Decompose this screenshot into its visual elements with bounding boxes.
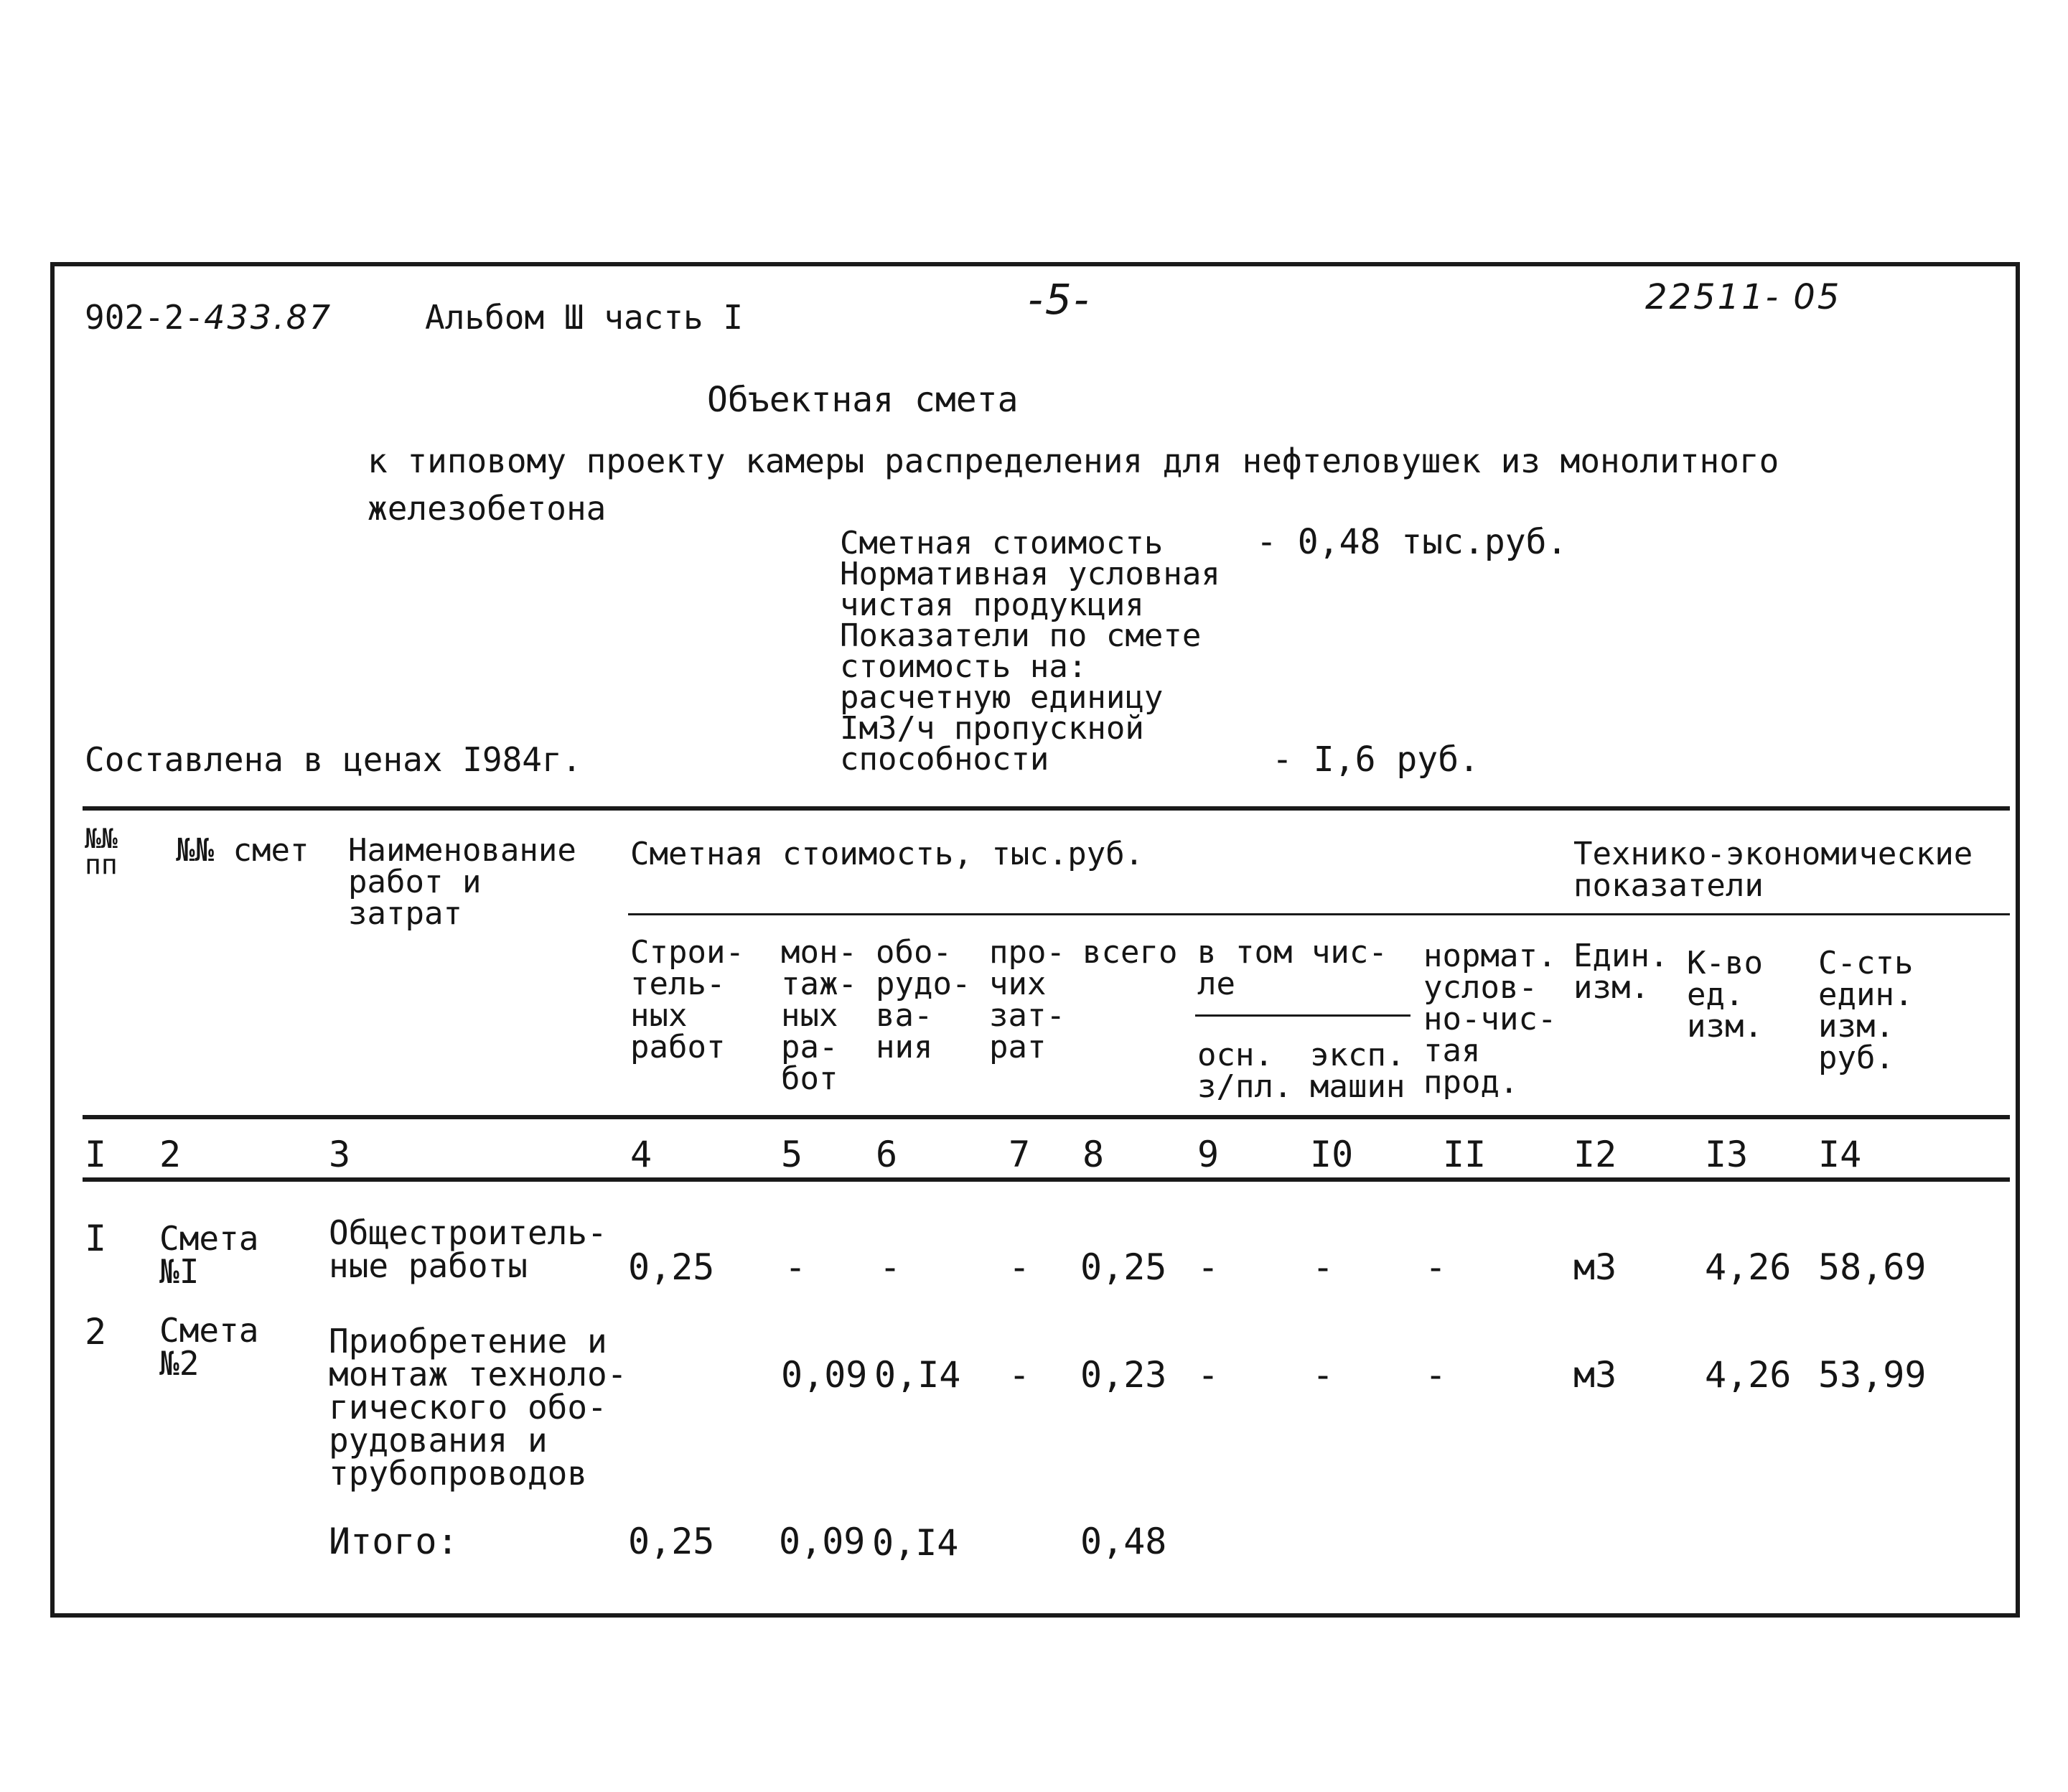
header-work-name: Наименование работ и затрат: [348, 832, 576, 932]
row2-estimate: Смета №2: [159, 1311, 259, 1383]
header-installation: мон- таж- ных ра- бот: [781, 934, 857, 1097]
row1-installation: -: [785, 1246, 807, 1288]
row2-total: 0,23: [1080, 1354, 1167, 1396]
header-equipment: обо- рудо- ва- ния: [876, 934, 971, 1065]
row1-total: 0,25: [1080, 1246, 1167, 1288]
group-incl-rule: [1195, 1014, 1410, 1017]
column-number-13: I3: [1705, 1134, 1749, 1175]
column-number-7: 7: [1009, 1134, 1031, 1175]
row2-unit: м3: [1573, 1354, 1617, 1396]
row1-machines: -: [1312, 1246, 1334, 1288]
header-wages: осн. з/пл.: [1197, 1037, 1293, 1105]
document-title: Объектная смета: [707, 380, 1019, 420]
row2-unit-cost: 53,99: [1818, 1354, 1927, 1396]
header-cost-group: Сметная стоимость, тыс.руб.: [630, 836, 1144, 872]
row2-number: 2: [85, 1311, 107, 1353]
album-label: Альбом Ш часть I: [425, 298, 744, 337]
row1-work-name: Общестроитель- ные работы: [329, 1213, 607, 1285]
row2-wages: -: [1197, 1354, 1220, 1396]
column-numbers-rule: [83, 1177, 2010, 1182]
summary-line-1: Сметная стоимость: [840, 525, 1164, 561]
row1-other: -: [1009, 1246, 1031, 1288]
column-number-5: 5: [781, 1134, 803, 1175]
row1-estimate: Смета №I: [159, 1219, 259, 1291]
prices-note: Составлена в ценах I984г.: [85, 740, 582, 779]
row2-net-product: -: [1425, 1354, 1447, 1396]
header-row-number: №№ пп: [85, 823, 118, 880]
document-number: 22511- 05: [1645, 277, 1842, 317]
summary-cost-value: - 0,48 тыс.руб.: [1256, 522, 1568, 562]
summary-line-5: стоимость на:: [840, 648, 1087, 685]
column-number-1: I: [85, 1134, 107, 1175]
total-construction: 0,25: [628, 1521, 715, 1562]
document-subtitle-line1: к типовому проекту камеры распределения для нефтеловушек из монолитного: [368, 442, 1779, 480]
table-top-rule: [83, 806, 2010, 811]
total-label: Итого:: [329, 1521, 459, 1562]
header-including: в том чис- ле: [1197, 934, 1388, 1002]
row1-wages: -: [1197, 1246, 1220, 1288]
header-quantity: К-во ед. изм.: [1687, 945, 1763, 1045]
header-bottom-rule: [83, 1115, 2010, 1119]
header-tech-group: Технико-экономические показатели: [1573, 836, 1973, 904]
project-code-prefix: 902-2-: [85, 298, 205, 337]
summary-line-3: чистая продукция: [840, 587, 1144, 623]
column-number-6: 6: [876, 1134, 898, 1175]
summary-line-2: Нормативная условная: [840, 556, 1220, 592]
row2-work-name: Приобретение и монтаж техноло- гического обо- рудования и трубопроводов: [329, 1322, 627, 1493]
header-machines: эксп. машин: [1310, 1037, 1405, 1105]
column-number-10: I0: [1310, 1134, 1354, 1175]
project-code-handwritten: 433.87: [204, 298, 333, 337]
row1-number: I: [85, 1218, 107, 1259]
row1-net-product: -: [1425, 1246, 1447, 1288]
row2-equipment: 0,I4: [874, 1354, 961, 1396]
row1-unit: м3: [1573, 1246, 1617, 1288]
column-number-11: II: [1443, 1134, 1487, 1175]
header-estimate-number: №№ смет: [176, 832, 309, 869]
column-number-9: 9: [1197, 1134, 1220, 1175]
row2-quantity: 4,26: [1705, 1354, 1792, 1396]
summary-line-4: Показатели по смете: [840, 617, 1202, 654]
total-equipment: 0,I4: [872, 1522, 959, 1564]
document-subtitle-line2: железобетона: [368, 489, 607, 528]
header-construction: Строи- тель- ных работ: [630, 934, 744, 1065]
row1-construction: 0,25: [628, 1246, 715, 1288]
header-unit: Един. изм.: [1573, 938, 1669, 1006]
summary-line-7: Iм3/ч пропускной: [840, 710, 1144, 747]
row2-other: -: [1009, 1354, 1031, 1396]
total-installation: 0,09: [779, 1521, 866, 1562]
header-net-product: нормат. услов- но-чис- тая прод.: [1423, 938, 1557, 1101]
row1-equipment: -: [879, 1246, 902, 1288]
summary-line-6: расчетную единицу: [840, 679, 1164, 716]
column-number-2: 2: [159, 1134, 182, 1175]
row2-machines: -: [1312, 1354, 1334, 1396]
row1-unit-cost: 58,69: [1818, 1246, 1927, 1288]
column-number-4: 4: [630, 1134, 652, 1175]
column-number-3: 3: [329, 1134, 351, 1175]
header-other: про- чих зат- рат: [989, 934, 1065, 1065]
column-number-8: 8: [1082, 1134, 1105, 1175]
summary-unit-value: - I,6 руб.: [1272, 739, 1479, 780]
column-number-12: I2: [1573, 1134, 1617, 1175]
page-number: -5-: [1028, 275, 1091, 324]
row2-installation: 0,09: [781, 1354, 868, 1396]
row1-quantity: 4,26: [1705, 1246, 1792, 1288]
column-number-14: I4: [1818, 1134, 1862, 1175]
header-unit-cost: С-сть един. изм. руб.: [1818, 945, 1914, 1076]
group-cost-rule: [628, 913, 2010, 915]
header-total: всего: [1082, 934, 1178, 971]
summary-line-8: способности: [840, 741, 1049, 778]
total-total: 0,48: [1080, 1521, 1167, 1562]
project-code: [85, 298, 333, 337]
